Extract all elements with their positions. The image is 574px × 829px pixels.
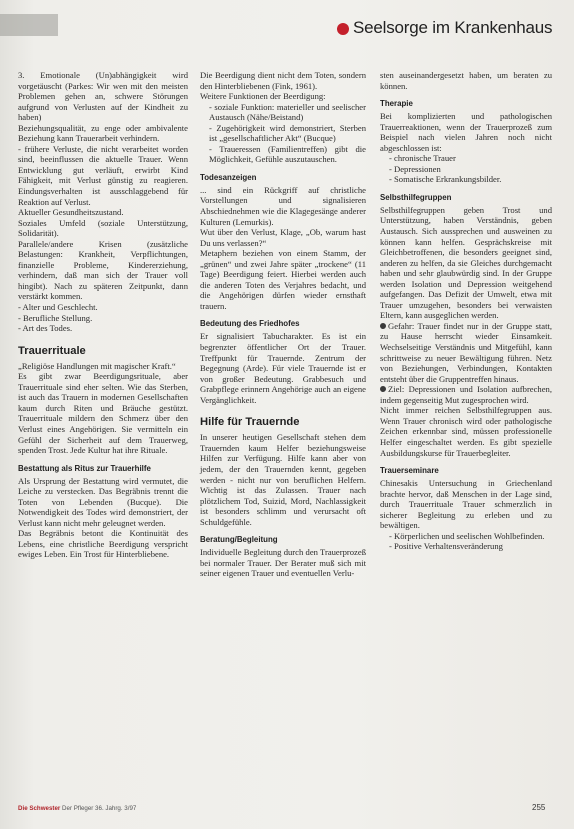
paragraph: Metaphern beziehen von einem Stamm, der „grünen“ und zwei Jahre später „trockene“ (11 Tage) Beerdigung feiert. Hierbei werden auch die anderen Toten des Verjahres bedacht, und die Angehörigen dürfen wieder ernsthaft trauern.: [200, 248, 366, 311]
paragraph: Als Ursprung der Bestattung wird vermutet, die Leiche zu verstecken. Das Begräbnis trennt die Toten von Lebenden (Bucque). Die Notwendigkeit des Todes wird demonstriert, der Verlust kann nicht mehr geleugnet werden.: [18, 475, 188, 528]
list-item: - Positive Verhaltensveränderung: [389, 541, 503, 552]
paragraph: sten auseinandergesetzt haben, um beraten zu können.: [380, 70, 552, 91]
paragraph: Beziehungsqualität, zu enge oder ambivalente Beziehung kann Trauerarbeit verhindern.: [18, 122, 188, 144]
list-item: - Art des Todes.: [18, 323, 73, 334]
paragraph: Wut über den Verlust, Klage, „Ob, warum hast Du uns verlassen?“: [200, 227, 366, 248]
paragraph: Soziales Umfeld (soziale Unterstützung, Solidarität).: [18, 217, 188, 239]
list-item: - Berufliche Stellung.: [18, 312, 93, 323]
section-title: Seelsorge im Krankenhaus: [353, 18, 553, 37]
subsection-heading: Beratung/Begleitung: [200, 535, 278, 545]
footer-issue: Der Pfleger 36. Jahrg. 3/97: [62, 805, 137, 812]
bullet-paragraph: [380, 321, 552, 384]
subsection-heading: Selbsthilfegruppen: [380, 192, 452, 202]
list-item: - Depressionen: [389, 163, 441, 174]
paragraph: ... sind ein Rückgriff auf christliche Vorstellungen und signalisieren Abschiednehmen wie die Klagegesänge anderer Kulturen (Lemurkis).: [200, 184, 366, 227]
paragraph: Chinesakis Untersuchung in Griechenland brachte hervor, daß Menschen in der Lage sind, durch Trauerrituale Trauer schmerzlich in sicherer Begleitung zu erleben und zu bewältigen.: [380, 478, 552, 531]
paragraph: 3. Emotionale (Un)abhängigkeit wird vorgetäuscht (Parkes: Wir wen mit den meisten Problemen gehen an, schwere Störungen aufgrund von Verlusten auf der Kindheit zu haben): [18, 70, 188, 123]
paragraph: „Religiöse Handlungen mit magischer Kraft.“: [18, 360, 176, 371]
paragraph: Er signalisiert Tabucharakter. Es ist ein begrenzter öffentlicher Ort der Trauer. Treffpunkt für Trauernde. Zentrum der Begegnung (Arde). Für viele Trauernde ist er von großer Bedeutung. Grabbesuch und Grabpflege erinnern Angehörige auch an eigene Vergänglichkeit.: [200, 331, 366, 405]
paragraph: - frühere Verluste, die nicht verarbeitet worden sind, beeinflussen die aktuelle Trauer. Wenn Entwicklung gut verläuft, erwirbt Kind Fähigkeit, mit Verlust günstig zu reagieren. Eindungsverhalten ist ausschlaggebend für Reaktion auf Verlust.: [18, 143, 188, 207]
list-item: - Traueressen (Familientreffen) gibt die Möglichkeit, Gefühle auszutauschen.: [209, 143, 366, 165]
list-item: - Zugehörigkeit wird demonstriert, Sterben ist „gesellschaftlicher Akt“ (Bucque): [209, 122, 366, 144]
footer-journal: [18, 805, 136, 812]
section-marker-dot: [337, 23, 349, 35]
paragraph: Weitere Funktionen der Beerdigung:: [200, 91, 326, 102]
bullet-paragraph: [380, 384, 552, 405]
subsection-heading: Therapie: [380, 99, 413, 109]
bullet-text: Gefahr: Trauer findet nur in der Gruppe statt, zu Hause herrscht wieder Einsamkeit. Wechselseitige Verständnis und Mitgefühl, kann schrittweise zu neuer Bewältigung führen. Netz von Beziehungen, Verbindungen, Kontakten entsteht über die Gruppentreffen hinaus.: [380, 320, 552, 384]
list-item: - Körperlichen und seelischen Wohlbefinden.: [389, 530, 545, 541]
paragraph: Es gibt zwar Beerdigungsrituale, aber Trauerrituale sind eher selten. Wie das Sterben, ist auch das Trauern in modernen Gesellschaften kaum durch Riten und Bräuche gestützt. Trauerrituale mildern den Schmerz über den Verlust eines Angehörigen. Sie vermitteln ein Gefühl der Sicherheit auf dem Trauerweg, spenden Trost. Jede Kultur hat ihre Rituale.: [18, 371, 188, 456]
paragraph: Die Beerdigung dient nicht dem Toten, sondern den Hinterbliebenen (Fink, 1961).: [200, 70, 366, 91]
paragraph: Aktueller Gesundheitszustand.: [18, 207, 124, 218]
paragraph: Das Begräbnis betont die Kontinuität des Lebens, eine christliche Beerdigung verspricht ewiges Leben. Ein Trost für Hinterbliebene.: [18, 528, 188, 560]
footer-brand: Die Schwester: [18, 805, 61, 812]
column-right: [380, 70, 552, 552]
list-item: - Alter und Geschlecht.: [18, 302, 98, 313]
paragraph: Bei komplizierten und pathologischen Trauerreaktionen, wenn der Trauerprozeß zum Beispiel nach vielen Jahren noch nicht abgeschlossen ist:: [380, 111, 552, 153]
subsection-heading: Trauerseminare: [380, 466, 439, 476]
section-heading: Trauerrituale: [18, 344, 86, 357]
paragraph: Individuelle Begleitung durch den Trauerprozeß bei normaler Trauer. Der Berater muß sich mit seiner eigenen Trauer und eventuellen Verlu-: [200, 547, 366, 579]
subsection-heading: Todesanzeigen: [200, 172, 257, 182]
section-heading: Hilfe für Trauernde: [200, 416, 300, 429]
paragraph: Nicht immer reichen Selbsthilfegruppen aus. Wenn Trauer chronisch wird oder pathologische Zeichen erkennbar sind, müssen professionelle Helfer eingeschaltet werden. Es gibt spezielle Ausbildungskurse für Trauerbegleiter.: [380, 405, 552, 458]
paragraph: Parallele/andere Krisen (zusätzliche Belastungen: Krankheit, Verpflichtungen, finanzielle Probleme, Kindererziehung, verhindern, daß man sich der Trauer voll hingibt). Nach zu späteren Zeitpunkt, dann verstärkt kommen.: [18, 238, 188, 302]
bullet-dot-icon: [380, 386, 386, 392]
column-left: [18, 70, 188, 560]
subsection-heading: Bestattung als Ritus zur Trauerhilfe: [18, 463, 151, 473]
paragraph: Selbsthilfegruppen geben Trost und Unterstützung, haben Verständnis, geben Austausch. Sich aussprechen und ausweinen zu können kann helfen. Gesprächskreise mit Gleichbetroffenen, die besonders geeignet sind, anderen zu helfen, da sie Gleiches durchgemacht haben und sehr glaubwürdig sind. In der Gruppe werden Isolation und Depression weitgehend aufgefangen. Das Defizit der Umwelt, etwa mit Trauer umzugehen, besonders bei verwaisten Eltern, kann ausgeglichen werden.: [380, 204, 552, 321]
header-band: [0, 14, 58, 36]
bullet-text: Ziel: Depressionen und Isolation aufbrechen, indem gegenseitig Mut zugesprochen wird.: [380, 384, 552, 405]
page-header: [0, 0, 574, 46]
list-item: - chronische Trauer: [389, 153, 456, 164]
list-item: - Somatische Erkrankungsbilder.: [389, 174, 502, 185]
subsection-heading: Bedeutung des Friedhofes: [200, 319, 300, 329]
page-number: 255: [532, 803, 546, 812]
bullet-dot-icon: [380, 323, 386, 329]
paragraph: In unserer heutigen Gesellschaft stehen dem Trauernden kaum Helfer beziehungsweise Hilfen zur Verfügung. Hilfe kann aber von jedem, der den Trauernden kennt, gegeben werden - nicht nur von beruflichen Helfern. Wichtig ist das Zulassen. Trauer nach plötzlichem Tod, Suizid, Mord, Nachlassigkeit ist besonders schlimm und verursacht oft Schuldgefühle.: [200, 432, 366, 527]
list-item: - soziale Funktion: materieller und seelischer Austausch (Nähe/Beistand): [209, 101, 366, 123]
column-middle: [200, 70, 366, 579]
